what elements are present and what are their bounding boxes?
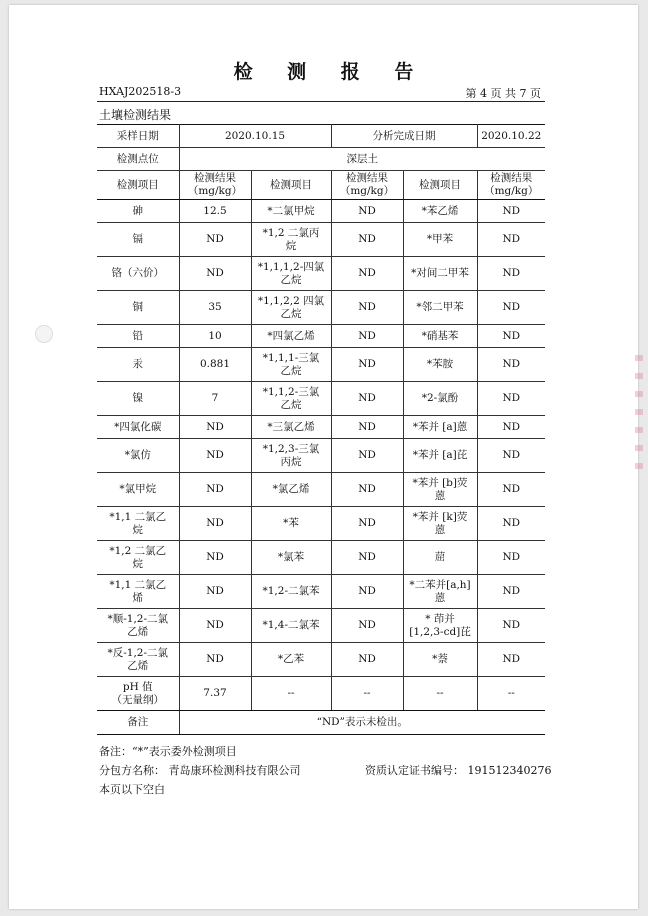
test-item-cell: *1,1 二氯乙 烷 xyxy=(97,507,179,541)
test-item-cell: -- xyxy=(403,677,477,711)
test-item-cell: *甲苯 xyxy=(403,223,477,257)
result-cell: ND xyxy=(179,643,251,677)
result-cell: ND xyxy=(331,257,403,291)
result-cell: ND xyxy=(331,325,403,348)
test-item-cell: *1,4-二氯苯 xyxy=(251,609,331,643)
test-item-cell: *乙苯 xyxy=(251,643,331,677)
test-item-cell: *1,1 二氯乙 烯 xyxy=(97,575,179,609)
header-rule xyxy=(97,101,545,102)
test-item-cell: *二氯甲烷 xyxy=(251,200,331,223)
result-cell: ND xyxy=(179,473,251,507)
result-cell: ND xyxy=(179,439,251,473)
result-cell: ND xyxy=(331,223,403,257)
test-item-cell: *苯并 [b]荧 蒽 xyxy=(403,473,477,507)
remark-row xyxy=(97,711,545,735)
result-cell: ND xyxy=(179,541,251,575)
table-row xyxy=(97,348,545,382)
table-row xyxy=(97,439,545,473)
result-cell: ND xyxy=(477,382,545,416)
result-cell: ND xyxy=(477,200,545,223)
result-cell: ND xyxy=(179,223,251,257)
col-result-2: 检测结果 （mg/kg） xyxy=(331,171,403,200)
site-value: 深层土 xyxy=(179,148,545,171)
report-number: HXAJ202518-3 xyxy=(99,85,182,98)
test-item-cell: *二苯并[a,h] 蒽 xyxy=(403,575,477,609)
col-result-3: 检测结果 （mg/kg） xyxy=(477,171,545,200)
table-row xyxy=(97,291,545,325)
result-cell: ND xyxy=(477,643,545,677)
test-item-cell: *四氯化碳 xyxy=(97,416,179,439)
test-item-cell: 镍 xyxy=(97,382,179,416)
table-row xyxy=(97,382,545,416)
page-title: 检 测 报 告 xyxy=(233,61,428,83)
section-title: 土壤检测结果 xyxy=(99,108,172,122)
col-item-2: 检测项目 xyxy=(251,171,331,200)
test-item-cell: *苯乙烯 xyxy=(403,200,477,223)
test-item-cell: *氯苯 xyxy=(251,541,331,575)
test-item-cell: *萘 xyxy=(403,643,477,677)
test-item-cell: 镉 xyxy=(97,223,179,257)
test-item-cell: *氯乙烯 xyxy=(251,473,331,507)
remark-text: “ND”表示未检出。 xyxy=(179,711,545,735)
test-item-cell: *苯并 [k]荧 蒽 xyxy=(403,507,477,541)
site-label: 检测点位 xyxy=(97,148,179,171)
result-cell: ND xyxy=(331,507,403,541)
result-cell: ND xyxy=(331,575,403,609)
subcontractor-name: 分包方名称： 青岛康环检测科技有限公司 xyxy=(99,764,301,777)
test-item-cell: *苯并 [a]芘 xyxy=(403,439,477,473)
table-row xyxy=(97,200,545,223)
test-item-cell: pH 值 （无量纲） xyxy=(97,677,179,711)
test-item-cell: 铬（六价） xyxy=(97,257,179,291)
blank-below-note: 本页以下空白 xyxy=(99,783,165,796)
certificate-number: 资质认定证书编号： 191512340276 xyxy=(365,764,552,777)
result-cell: ND xyxy=(477,325,545,348)
binding-hole-mark xyxy=(35,325,53,343)
table-row xyxy=(97,541,545,575)
test-item-cell: 砷 xyxy=(97,200,179,223)
result-cell: ND xyxy=(179,257,251,291)
test-item-cell: * 茚并 [1,2,3-cd]芘 xyxy=(403,609,477,643)
sampling-date-value: 2020.10.15 xyxy=(179,125,331,148)
test-item-cell: *硝基苯 xyxy=(403,325,477,348)
test-item-cell: 汞 xyxy=(97,348,179,382)
test-item-cell: *对间二甲苯 xyxy=(403,257,477,291)
result-cell: ND xyxy=(331,416,403,439)
table-row xyxy=(97,416,545,439)
table-row xyxy=(97,257,545,291)
result-cell: ND xyxy=(331,200,403,223)
table-row xyxy=(97,223,545,257)
result-cell: ND xyxy=(331,609,403,643)
sampling-date-label: 采样日期 xyxy=(97,125,179,148)
table-row xyxy=(97,507,545,541)
report-page xyxy=(9,5,638,909)
result-cell: ND xyxy=(331,643,403,677)
results-table xyxy=(97,124,545,735)
result-cell: ND xyxy=(477,223,545,257)
test-item-cell: *三氯乙烯 xyxy=(251,416,331,439)
result-cell: -- xyxy=(331,677,403,711)
test-item-cell: *苯胺 xyxy=(403,348,477,382)
result-cell: ND xyxy=(477,291,545,325)
test-item-cell: 䓛 xyxy=(403,541,477,575)
column-header-row xyxy=(97,171,545,200)
test-item-cell: *1,1,1-三氯 乙烷 xyxy=(251,348,331,382)
result-cell: ND xyxy=(331,473,403,507)
result-cell: ND xyxy=(477,257,545,291)
test-item-cell: *顺-1,2-二氯 乙烯 xyxy=(97,609,179,643)
col-item-3: 检测项目 xyxy=(403,171,477,200)
analysis-date-value: 2020.10.22 xyxy=(477,125,545,148)
result-cell: ND xyxy=(477,416,545,439)
site-row xyxy=(97,148,545,171)
result-cell: 12.5 xyxy=(179,200,251,223)
result-cell: 0.881 xyxy=(179,348,251,382)
result-cell: ND xyxy=(477,575,545,609)
test-item-cell: *苯 xyxy=(251,507,331,541)
test-item-cell: *1,2 二氯乙 烷 xyxy=(97,541,179,575)
sampling-date-row xyxy=(97,125,545,148)
test-item-cell: *四氯乙烯 xyxy=(251,325,331,348)
result-cell: ND xyxy=(331,348,403,382)
result-cell: ND xyxy=(477,473,545,507)
result-cell: ND xyxy=(477,507,545,541)
result-cell: 10 xyxy=(179,325,251,348)
test-item-cell: *1,1,2,2 四氯 乙烷 xyxy=(251,291,331,325)
test-item-cell: *苯并 [a]蒽 xyxy=(403,416,477,439)
result-cell: 35 xyxy=(179,291,251,325)
result-cell: 7.37 xyxy=(179,677,251,711)
test-item-cell: *1,1,1,2-四氯 乙烷 xyxy=(251,257,331,291)
test-item-cell: 铅 xyxy=(97,325,179,348)
table-row xyxy=(97,609,545,643)
test-item-cell: *1,2 二氯丙 烷 xyxy=(251,223,331,257)
page-indicator: 第 4 页 共 7 页 xyxy=(465,87,541,100)
test-item-cell: *反-1,2-二氯 乙烯 xyxy=(97,643,179,677)
result-cell: ND xyxy=(179,609,251,643)
table-row xyxy=(97,575,545,609)
result-cell: ND xyxy=(179,416,251,439)
table-row xyxy=(97,325,545,348)
test-item-cell: -- xyxy=(251,677,331,711)
result-cell: ND xyxy=(331,541,403,575)
result-cell: ND xyxy=(331,291,403,325)
result-cell: ND xyxy=(477,348,545,382)
table-row xyxy=(97,677,545,711)
seal-edge-mark xyxy=(635,355,643,475)
test-item-cell: *邻二甲苯 xyxy=(403,291,477,325)
test-item-cell: *1,2-二氯苯 xyxy=(251,575,331,609)
col-item-1: 检测项目 xyxy=(97,171,179,200)
result-cell: ND xyxy=(477,541,545,575)
remark-label: 备注 xyxy=(97,711,179,735)
test-item-cell: *氯仿 xyxy=(97,439,179,473)
test-item-cell: *1,2,3-三氯 丙烷 xyxy=(251,439,331,473)
footnote-outsourced: 备注：“*”表示委外检测项目 xyxy=(99,745,237,758)
col-result-1: 检测结果 （mg/kg） xyxy=(179,171,251,200)
result-cell: ND xyxy=(179,575,251,609)
test-item-cell: *氯甲烷 xyxy=(97,473,179,507)
analysis-date-label: 分析完成日期 xyxy=(331,125,477,148)
result-cell: ND xyxy=(179,507,251,541)
result-cell: 7 xyxy=(179,382,251,416)
result-cell: ND xyxy=(477,609,545,643)
result-cell: -- xyxy=(477,677,545,711)
result-cell: ND xyxy=(331,382,403,416)
table-row xyxy=(97,643,545,677)
test-item-cell: 铜 xyxy=(97,291,179,325)
test-item-cell: *2-氯酚 xyxy=(403,382,477,416)
test-item-cell: *1,1,2-三氯 乙烷 xyxy=(251,382,331,416)
result-cell: ND xyxy=(477,439,545,473)
result-cell: ND xyxy=(331,439,403,473)
table-row xyxy=(97,473,545,507)
